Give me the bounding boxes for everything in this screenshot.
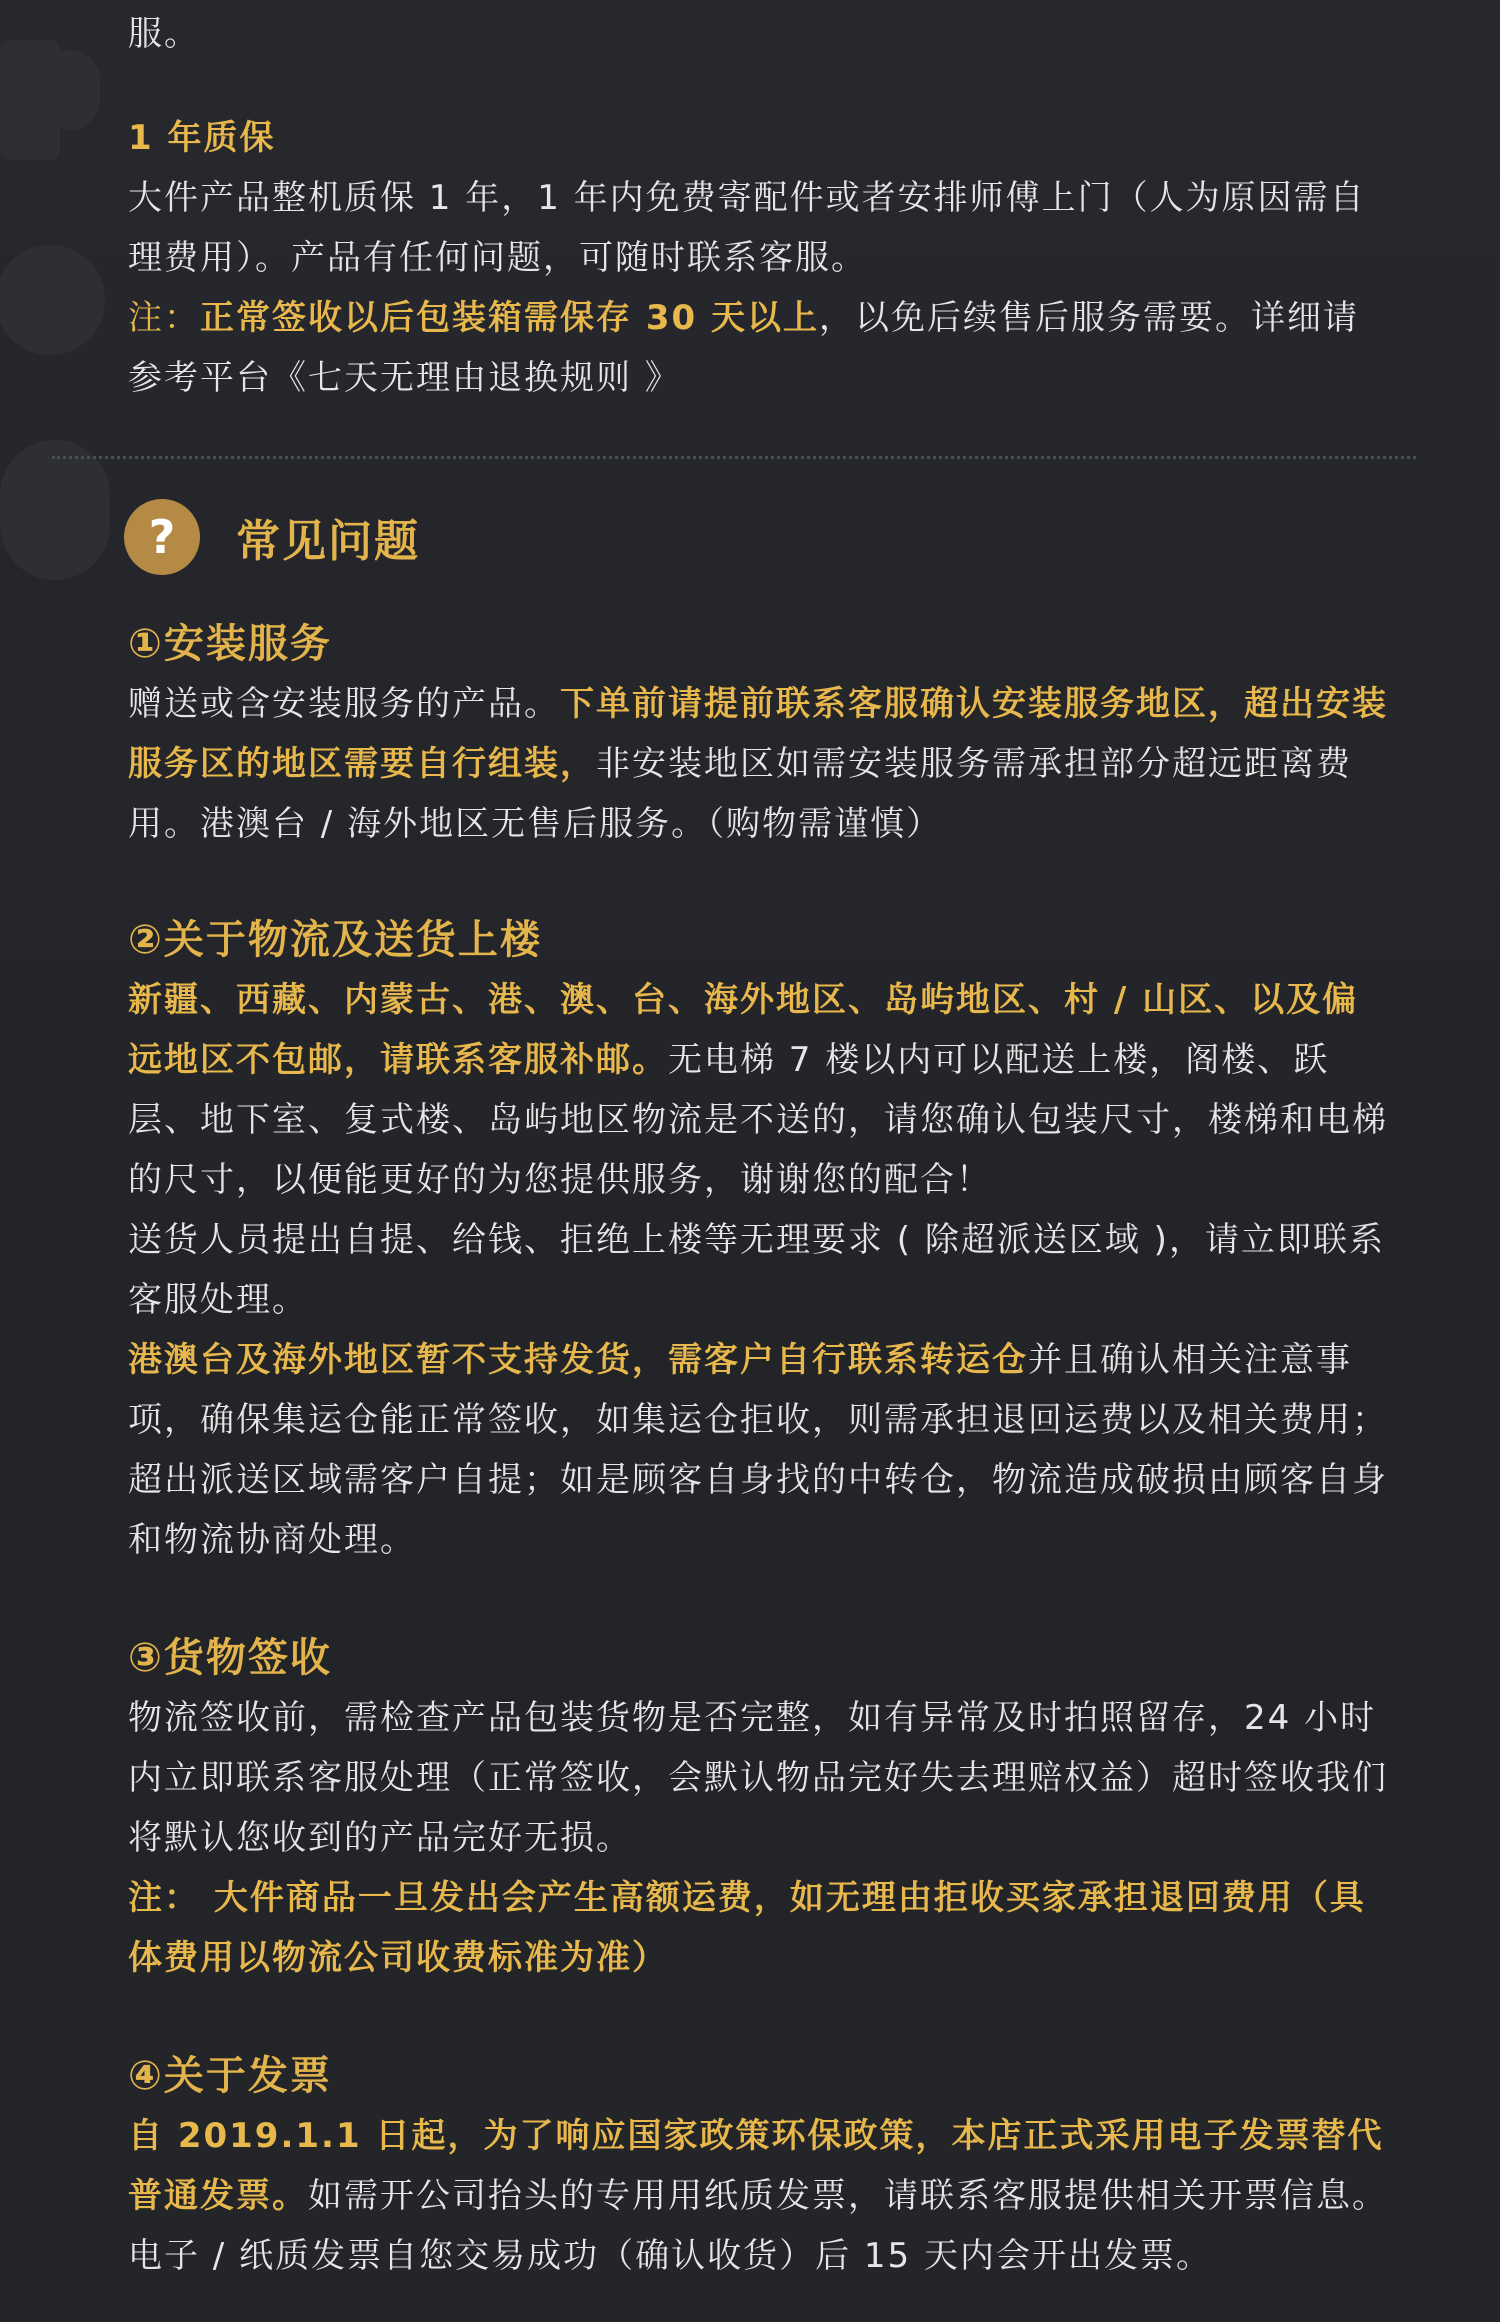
section-text: 赠送或含安装服务的产品。 xyxy=(128,684,560,724)
section-text: 如需开公司抬头的专用用纸质发票，请联系客服提供相关开票信息。电子 / 纸质发票自您交易成功（确认收货）后 15 天内会开出发票。 xyxy=(128,2176,1388,2276)
section-text: 物流签收前，需检查产品包装货物是否完整，如有异常及时拍照留存，24 小时内立即联系客服处理（正常签收，会默认物品完好失去理赔权益）超时签收我们将默认您收到的产品完好无损。 xyxy=(128,1698,1388,1858)
section-highlight: 港澳台及海外地区暂不支持发货，需客户自行联系转运仓 xyxy=(128,1340,1028,1380)
warranty-heading: 1 年质保 xyxy=(128,118,276,158)
section-text: 无电梯 7 楼以内可以配送上楼，阁楼、跃层、地下室、复式楼、岛屿地区物流是不送的，请您确认包装尺寸，楼梯和电梯的尺寸，以便能更好的为您提供服务，谢谢您的配合！ xyxy=(128,1040,1388,1200)
section-body xyxy=(128,1330,1388,1570)
section-text: 并且确认相关注意事项，确保集运仓能正常签收，如集运仓拒收，则需承担退回运费以及相关费用；超出派送区域需客户自提；如是顾客自身找的中转仓，物流造成破损由顾客自身和物流协商处理。 xyxy=(128,1340,1388,1560)
warranty-body: 大件产品整机质保 1 年，1 年内免费寄配件或者安排师傅上门（人为原因需自理费用）。产品有任何问题，可随时联系客服。 xyxy=(128,178,1366,278)
section-body xyxy=(128,970,1388,1210)
faq-section-invoice xyxy=(128,2046,1388,2286)
watermark-logo xyxy=(0,40,120,600)
warranty-note xyxy=(128,288,1388,408)
section-highlight: 注： 大件商品一旦发出会产生高额运费，如无理由拒收买家承担退回费用（具体费用以物流公司收费标准为准） xyxy=(128,1878,1366,1978)
faq-section-install xyxy=(128,614,1388,854)
faq-title-row xyxy=(124,496,420,578)
section-highlight: 下单前请提前联系客服确认安装服务地区，超出安装服务区的地区需要自行组装， xyxy=(128,684,1388,784)
section-text: 送货人员提出自提、给钱、拒绝上楼等无理要求 ( 除超派送区域 )，请立即联系客服处理。 xyxy=(128,1220,1385,1320)
section-heading: ①安装服务 xyxy=(128,621,332,667)
warranty-block xyxy=(128,4,1388,408)
section-body xyxy=(128,674,1388,854)
warranty-note-prefix: 注： xyxy=(128,298,200,338)
previous-line-tail: 服。 xyxy=(128,14,200,54)
warranty-note-highlight: 正常签收以后包装箱需保存 30 天以上 xyxy=(200,298,819,338)
section-heading: ②关于物流及送货上楼 xyxy=(128,917,542,963)
section-heading: ③货物签收 xyxy=(128,1635,332,1681)
question-icon: ? xyxy=(124,499,200,575)
warranty-note-rest: ，以免后续售后服务需要。详细请参考平台《七天无理由退换规则 》 xyxy=(128,298,1359,398)
faq-section-receipt xyxy=(128,1628,1388,1988)
section-highlight: 自 2019.1.1 日起，为了响应国家政策环保政策，本店正式采用电子发票替代普通发票。 xyxy=(128,2116,1384,2216)
section-highlight: 新疆、西藏、内蒙古、港、澳、台、海外地区、岛屿地区、村 / 山区、以及偏远地区不包邮，请联系客服补邮。 xyxy=(128,980,1359,1080)
section-body xyxy=(128,2106,1388,2286)
dotted-divider xyxy=(52,456,1416,459)
faq-title: 常见问题 xyxy=(236,516,420,567)
faq-section-logistics xyxy=(128,910,1388,1570)
section-text: 非安装地区如需安装服务需承担部分超远距离费用。港澳台 / 海外地区无售后服务。（购物需谨慎） xyxy=(128,744,1352,844)
section-heading: ④关于发票 xyxy=(128,2053,332,2099)
